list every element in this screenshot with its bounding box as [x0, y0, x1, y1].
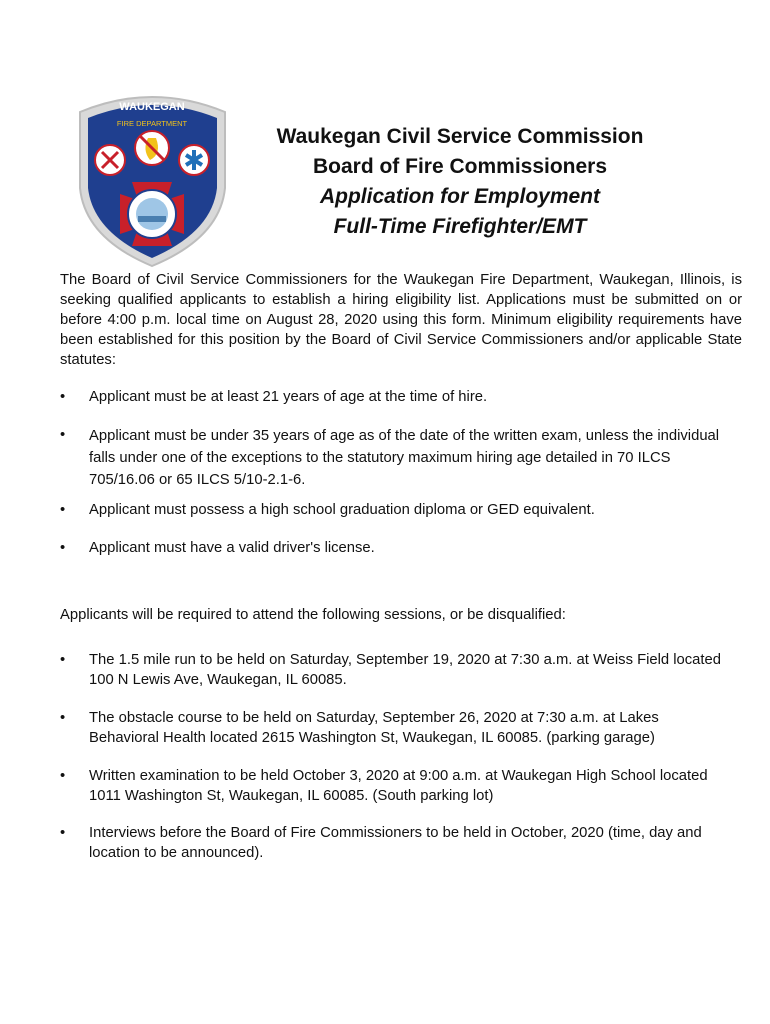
bullet: • [60, 540, 66, 556]
sessions-intro: Applicants will be required to attend the following sessions, or be disqualified: [60, 607, 566, 623]
header-board: Board of Fire Commissioners [312, 155, 608, 178]
bullet: • [60, 389, 66, 405]
session-text: The obstacle course to be held on Saturday, September 26, 2020 at 7:30 a.m. at Lakes Behavioral Health located 2615 Washington St, Waukegan, IL 60085. (parking garage) [89, 710, 659, 746]
badge-subtitle: FIRE DEPARTMENT [116, 119, 188, 128]
document-header [250, 122, 670, 242]
bullet: • [60, 652, 66, 668]
fire-department-badge-logo [70, 88, 235, 268]
session-text: The 1.5 mile run to be held on Saturday, September 19, 2020 at 7:30 a.m. at Weiss Field located 100 N Lewis Ave, Waukegan, IL 60085. [89, 652, 721, 688]
bullet: • [60, 768, 66, 784]
requirement-text: Applicant must possess a high school graduation diploma or GED equivalent. [89, 502, 595, 518]
requirement-text: Applicant must be at least 21 years of age at the time of hire. [89, 389, 488, 405]
intro-paragraph: The Board of Civil Service Commissioners for the Waukegan Fire Department, Waukegan, Illinois, is seeking qualified applicants to establish a hiring eligibility list. Applications must be submitted on or before 4:00 p.m. local time on August 28, 2020 using this form. Minimum eligibility requirements have been established for this position by the Board of Civil Service Commissioners and/or applicable State statutes: [60, 272, 742, 368]
requirement-text: Applicant must have a valid driver's license. [89, 540, 375, 556]
badge-title: WAUKEGAN [119, 101, 185, 113]
header-commission: Waukegan Civil Service Commission [276, 125, 644, 148]
header-application-title: Application for Employment [319, 185, 600, 208]
requirement-text: Applicant must be under 35 years of age as of the date of the written exam, unless the individual falls under one of the exceptions to the statutory maximum hiring age detailed in 70 ILCS 705/16.06 or 65 ILCS 5/10-2.1-6. [89, 428, 720, 488]
session-text: Interviews before the Board of Fire Commissioners to be held in October, 2020 (time, day and location to be announced). [89, 825, 702, 861]
bullet: • [60, 502, 66, 518]
bullet: • [60, 710, 66, 726]
bullet: • [60, 825, 66, 841]
bullet: • [60, 427, 66, 443]
session-text: Written examination to be held October 3, 2020 at 9:00 a.m. at Waukegan High School located 1011 Washington St, Waukegan, IL 60085. (South parking lot) [89, 768, 708, 804]
header-position-title: Full-Time Firefighter/EMT [333, 215, 587, 238]
